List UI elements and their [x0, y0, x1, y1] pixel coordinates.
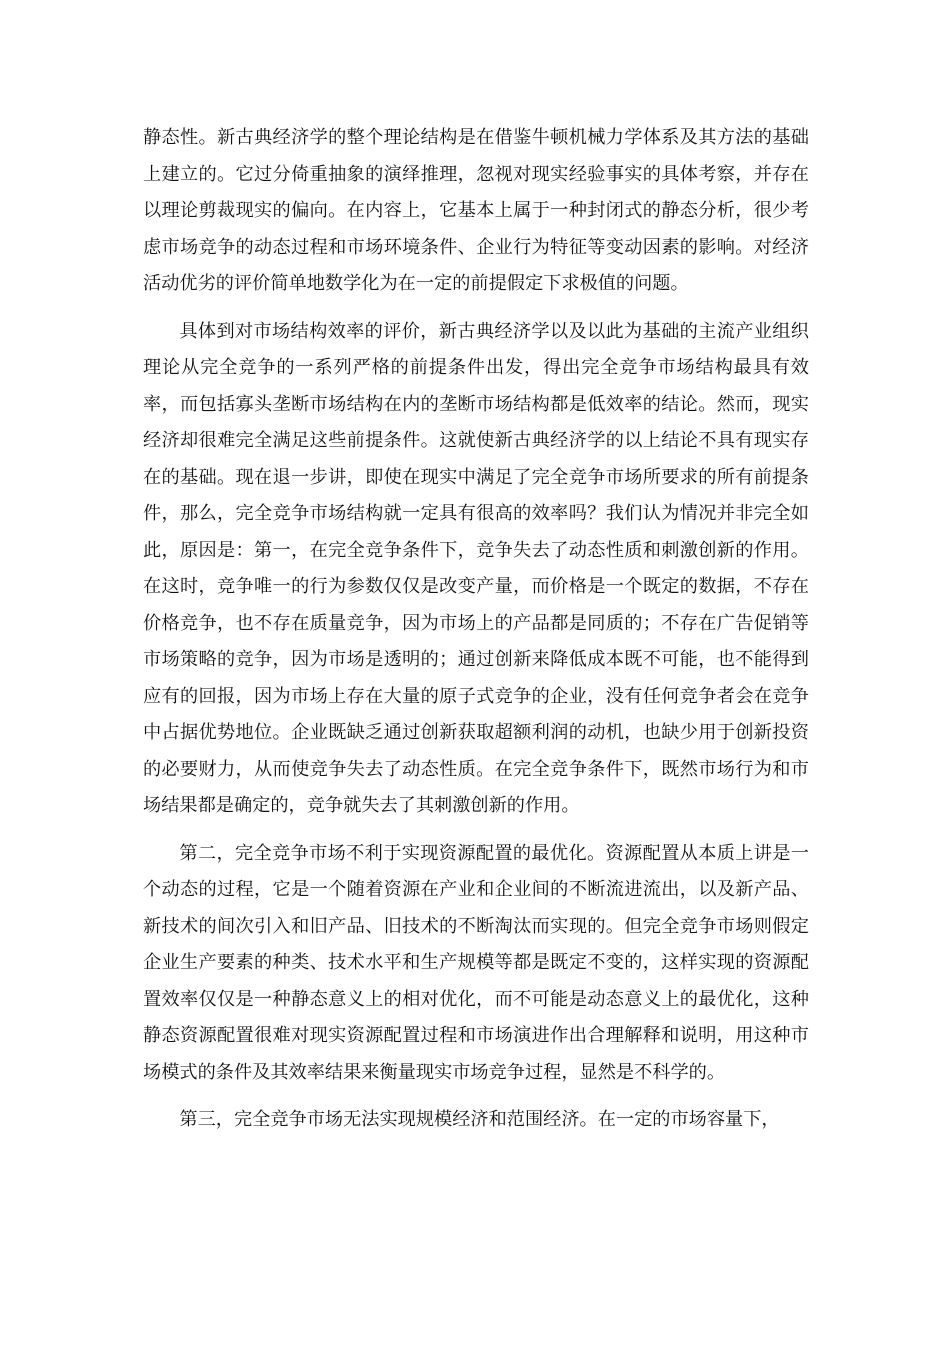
paragraph-4: 第三，完全竞争市场无法实现规模经济和范围经济。在一定的市场容量下，: [179, 1109, 780, 1130]
paragraph-1: 静态性。新古典经济学的整个理论结构是在借鉴牛顿机械力学体系及其方法的基础上建立的。它过分倚重抽象的演绎推理，忽视对现实经验事实的具体考察，并存在以理论剪裁现实的偏向。在内容上，它基本上属于一种封闭式的静态分析，很少考虑市场竞争的动态过程和市场环境条件、企业行为特征等变动因素的影响。对经济活动优劣的评价简单地数学化为在一定的前提假定下求极值的问题。: [143, 127, 809, 294]
paragraph-3: 第二，完全竞争市场不利于实现资源配置的最优化。资源配置从本质上讲是一个动态的过程，它是一个随着资源在产业和企业间的不断流进流出，以及新产品、新技术的间次引入和旧产品、旧技术的不断淘汰而实现的。但完全竞争市场则假定企业生产要素的种类、技术水平和生产规模等都是既定不变的，这样实现的资源配置效率仅仅是一种静态意义上的相对优化，而不可能是动态意义上的最优化，这种静态资源配置很难对现实资源配置过程和市场演进作出合理解释和说明，用这种市场模式的条件及其效率结果来衡量现实市场竞争过程，显然是不科学的。: [143, 842, 809, 1083]
body-text: [143, 120, 809, 1139]
paragraph-2: 具体到对市场结构效率的评价，新古典经济学以及以此为基础的主流产业组织理论从完全竞争的一系列严格的前提条件出发，得出完全竞争市场结构最具有效率，而包括寡头垄断市场结构在内的垄断市场结构都是低效率的结论。然而，现实经济却很难完全满足这些前提条件。这就使新古典经济学的以上结论不具有现实存在的基础。现在退一步讲，即使在现实中满足了完全竞争市场所要求的所有前提条件，那么，完全竞争市场结构就一定具有很高的效率吗？我们认为情况并非完全如此，原因是：第一，在完全竞争条件下，竞争失去了动态性质和刺激创新的作用。在这时，竞争唯一的行为参数仅仅是改变产量，而价格是一个既定的数据，不存在价格竞争，也不存在质量竞争，因为市场上的产品都是同质的；不存在广告促销等市场策略的竞争，因为市场是透明的；通过创新来降低成本既不可能，也不能得到应有的回报，因为市场上存在大量的原子式竞争的企业，没有任何竞争者会在竞争中占据优势地位。企业既缺乏通过创新获取超额利润的动机，也缺少用于创新投资的必要财力，从而使竞争失去了动态性质。在完全竞争条件下，既然市场行为和市场结果都是确定的，竞争就失去了其刺激创新的作用。: [143, 320, 809, 816]
